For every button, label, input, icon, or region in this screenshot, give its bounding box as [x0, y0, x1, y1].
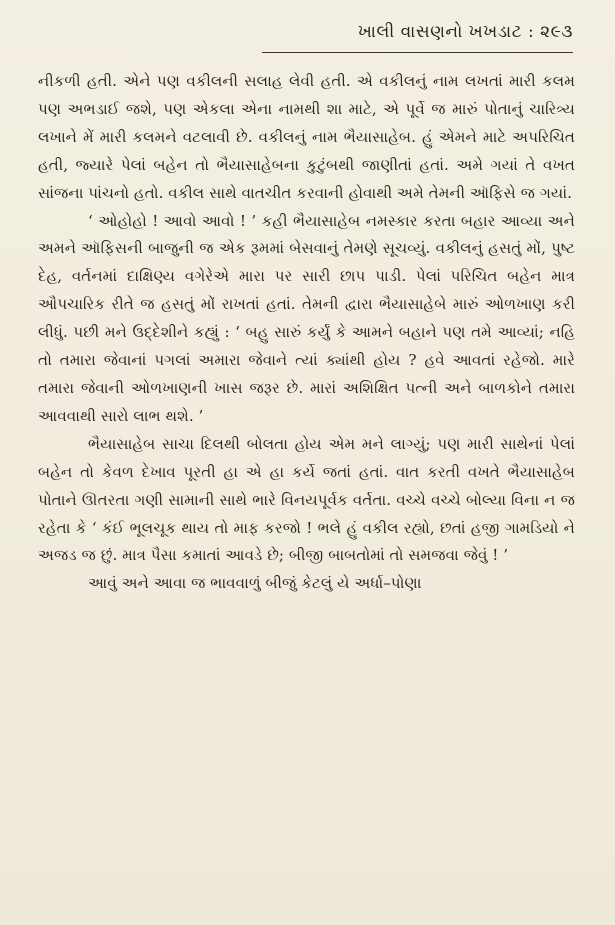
paragraph-3: ભૈયાસાહેબ સાચા દિલથી બોલતા હોય એમ મને લાગ્યું; પણ મારી સાથેનાં પેલાં બહેન તો કેવળ દેખાવ પૂરતી હા એ હા કર્યે જતાં હતાં. વાત કરતી વખતે ભૈયાસાહેબ પોતાને ઊતરતા ગણી સામાની સાથે ભારે વિનયપૂર્વક વર્તતા. વચ્ચે વચ્ચે બોલ્યા વિના ન જ રહેતા કે ‘ કંઈ ભૂલચૂક થાય તો માફ કરજો ! ભલે હું વકીલ રહ્યો, છતાં હજી ગામડિયો ને અજડ જ છું. માત્ર પૈસા કમાતાં આવડે છે; બીજી બાબતોમાં તો સમજવા જેવું ! ’	[38, 434, 575, 565]
paragraph-4: આવું અને આવા જ ભાવવાળું બીજું કેટલું યે અર્ધા–પોણા	[88, 574, 422, 593]
header-rule	[262, 52, 573, 53]
paragraph-1: નીકળી હતી. એને પણ વકીલની સલાહ લેવી હતી. એ વકીલનું નામ લખતાં મારી કલમ પણ અભડાઈ જશે, પણ એકલા એના નામથી શા માટે, એ પૂર્વે જ મારું પોતાનું ચારિત્ર્ય લખાને મેં મારી કલમને વટલાવી છે. વકીલનું નામ ભૈયાસાહેબ. હું એમને માટે અપરિચિત હતી, જ્યારે પેલાં બહેન તો ભૈયાસાહેબના કુટુંબથી જાણીતાં હતાં. અમે ગયાં તે વખત સાંજના પાંચનો હતો. વકીલ સાથે વાતચીત કરવાની હોવાથી અમે તેમની ઑફિસે જ ગયાં.	[38, 72, 575, 202]
running-header: ખાલી વાસણનો ખખડાટ : ૨૯૩	[357, 22, 573, 42]
body-text	[38, 68, 575, 598]
paragraph-2: ‘ ઓહોહો ! આવો આવો ! ’ કહી ભૈયાસાહેબ નમસ્કાર કરતા બહાર આવ્યા અને અમને ઑફિસની બાજુની જ એક રૂમમાં બેસવાનું તેમણે સૂચવ્યું. વકીલનું હસતું મોં, પુષ્ટ દેહ, વર્તનમાં દાક્ષિણ્ય વગેરેએ મારા પર સારી છાપ પાડી. પેલાં પરિચિત બહેન માત્ર ઔપચારિક રીતે જ હસતું મોં રાખતાં હતાં. તેમની દ્વારા ભૈયાસાહેબે મારું ઓળખાણ કરી લીધું. પછી મને ઉદ્દેશીને કહ્યું : ‘ બહુ સારું કર્યું કે આમને બહાને પણ તમે આવ્યાં; નહિ તો તમારા જેવાનાં પગલાં અમારા જેવાને ત્યાં ક્યાંથી હોય ? હવે આવતાં રહેજો. મારે તમારા જેવાની ઓળખાણની ખાસ જરૂર છે. મારાં અશિક્ષિત પત્ની અને બાળકોને તમારા આવવાથી સારો લાભ થશે. ’	[38, 211, 575, 425]
